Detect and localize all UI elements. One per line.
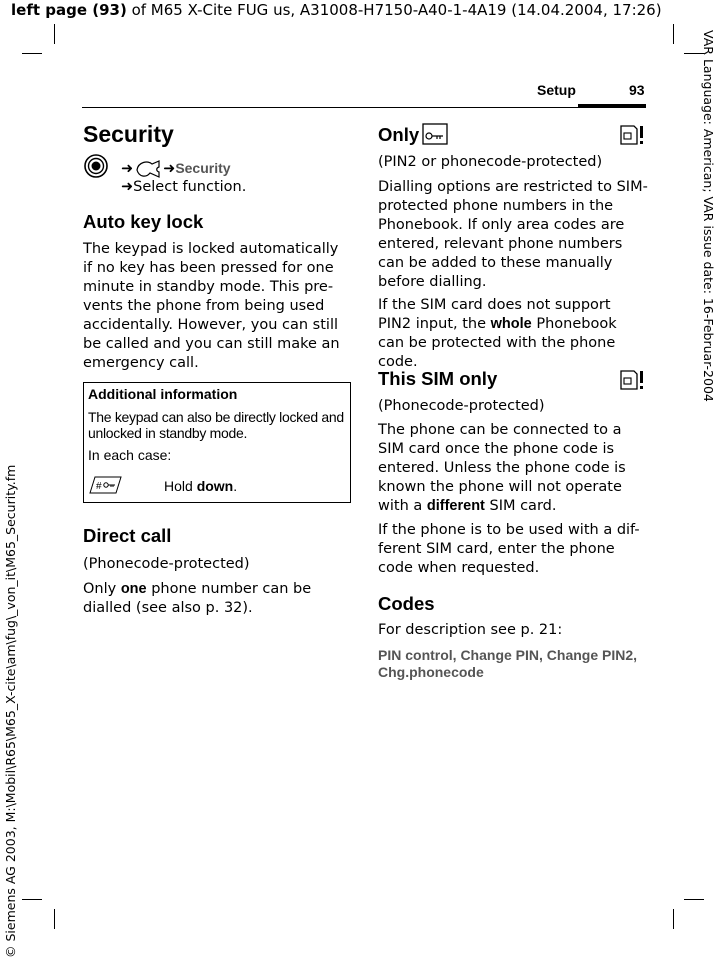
info-box-title: Additional information (88, 386, 238, 402)
heading-auto-key-lock: Auto key lock (83, 211, 204, 232)
running-header-page: 93 (629, 82, 645, 98)
side-text-right: VAR Language: American; VAR issue date: 16-Februar-2004 (701, 30, 716, 402)
only-p2-bold: whole (490, 316, 532, 332)
running-header-section: Setup (537, 82, 576, 98)
only-p1: Dialling options are restricted to SIM-protected phone numbers in the Phonebook. If only area codes are entered, relevant phone numbers can be added to these manually before dialling. (378, 179, 648, 290)
info-box-text: The keypad can also be directly locked and unlocked in standby mode. (88, 409, 344, 441)
direct-call-text (83, 580, 351, 618)
auto-key-lock-text: The keypad is locked automatically if no key has been pressed for one minute in standby mode. This pre-vents the phone from being used accidentally. However, you can still be called and you can still make an emergency call. (83, 241, 340, 371)
arrow-icon: ➜ (121, 161, 134, 177)
side-text-left: © Siemens AG 2003, M:\Mobil\R65\M65_X-cite\am\fug\_von_it\M65_Security.fm (3, 464, 18, 958)
navigation-key-icon (84, 154, 108, 178)
arrow-icon: ➜ (163, 161, 176, 177)
info-box-action (164, 478, 237, 494)
sim-only-sub: (Phonecode-protected) (378, 398, 545, 414)
select-function (121, 178, 246, 197)
menu-security: Security (175, 160, 231, 176)
action-post: . (233, 478, 238, 494)
sim-only-p1 (378, 421, 643, 516)
header-rule (82, 107, 646, 108)
info-box (83, 382, 351, 503)
crop-mark (22, 53, 42, 54)
direct-call-pre: Only (83, 581, 121, 597)
only-sub: (PIN2 or phonecode-protected) (378, 154, 603, 170)
action-bold: down (196, 478, 234, 494)
direct-call-bold: one (120, 581, 147, 597)
crop-mark (54, 909, 55, 929)
heading-direct-call: Direct call (83, 525, 172, 546)
sim-only-p1-post: SIM card. (484, 498, 557, 514)
file-header (11, 0, 662, 20)
sim-dependent-icon (618, 123, 646, 147)
key-symbol-icon (422, 123, 448, 145)
crop-mark (684, 899, 704, 900)
only-p2-pre: If the SIM card does not support PIN2 input, the (378, 297, 611, 332)
crop-mark (673, 909, 674, 929)
crop-mark (22, 899, 42, 900)
action-pre: Hold (164, 478, 197, 494)
direct-call-post: phone number can be dialled (see also p. 32). (83, 581, 312, 616)
heading-codes: Codes (378, 593, 435, 614)
crop-mark (673, 24, 674, 44)
sim-dependent-icon (618, 368, 646, 392)
heading-this-sim-only: This SIM only (378, 368, 498, 389)
svg-text:#: # (96, 481, 102, 492)
sim-only-p1-pre: The phone can be connected to a SIM card once the phone code is entered. Unless the phone code is known the phone will not operate with a (378, 422, 626, 514)
file-header-bold: left page (93) (11, 1, 127, 19)
wrench-icon (134, 158, 162, 180)
heading-only: Only (378, 124, 420, 145)
only-p2 (378, 296, 646, 372)
page-title: Security (83, 121, 174, 147)
header-rule-thick (578, 104, 646, 107)
sim-only-p2: If the phone is to be used with a dif-ferent SIM card, enter the phone code when requested. (378, 522, 640, 576)
only-p2-post: Phonebook can be protected with the phone code. (378, 316, 617, 370)
info-box-case: In each case: (88, 447, 172, 463)
hash-lock-key-icon (88, 476, 122, 494)
direct-call-sub: (Phonecode-protected) (83, 556, 250, 572)
crop-mark (54, 24, 55, 44)
select-function-text: Select function. (133, 179, 247, 195)
menu-path (121, 158, 231, 180)
sim-only-p1-bold: different (426, 498, 485, 514)
arrow-icon: ➜ (121, 179, 134, 195)
codes-desc: For description see p. 21: (378, 622, 563, 638)
codes-list: PIN control, Change PIN, Change PIN2, Chg.phonecode (378, 647, 638, 680)
file-header-rest: of M65 X-Cite FUG us, A31008-H7150-A40-1-4A19 (14.04.2004, 17:26) (126, 1, 662, 19)
